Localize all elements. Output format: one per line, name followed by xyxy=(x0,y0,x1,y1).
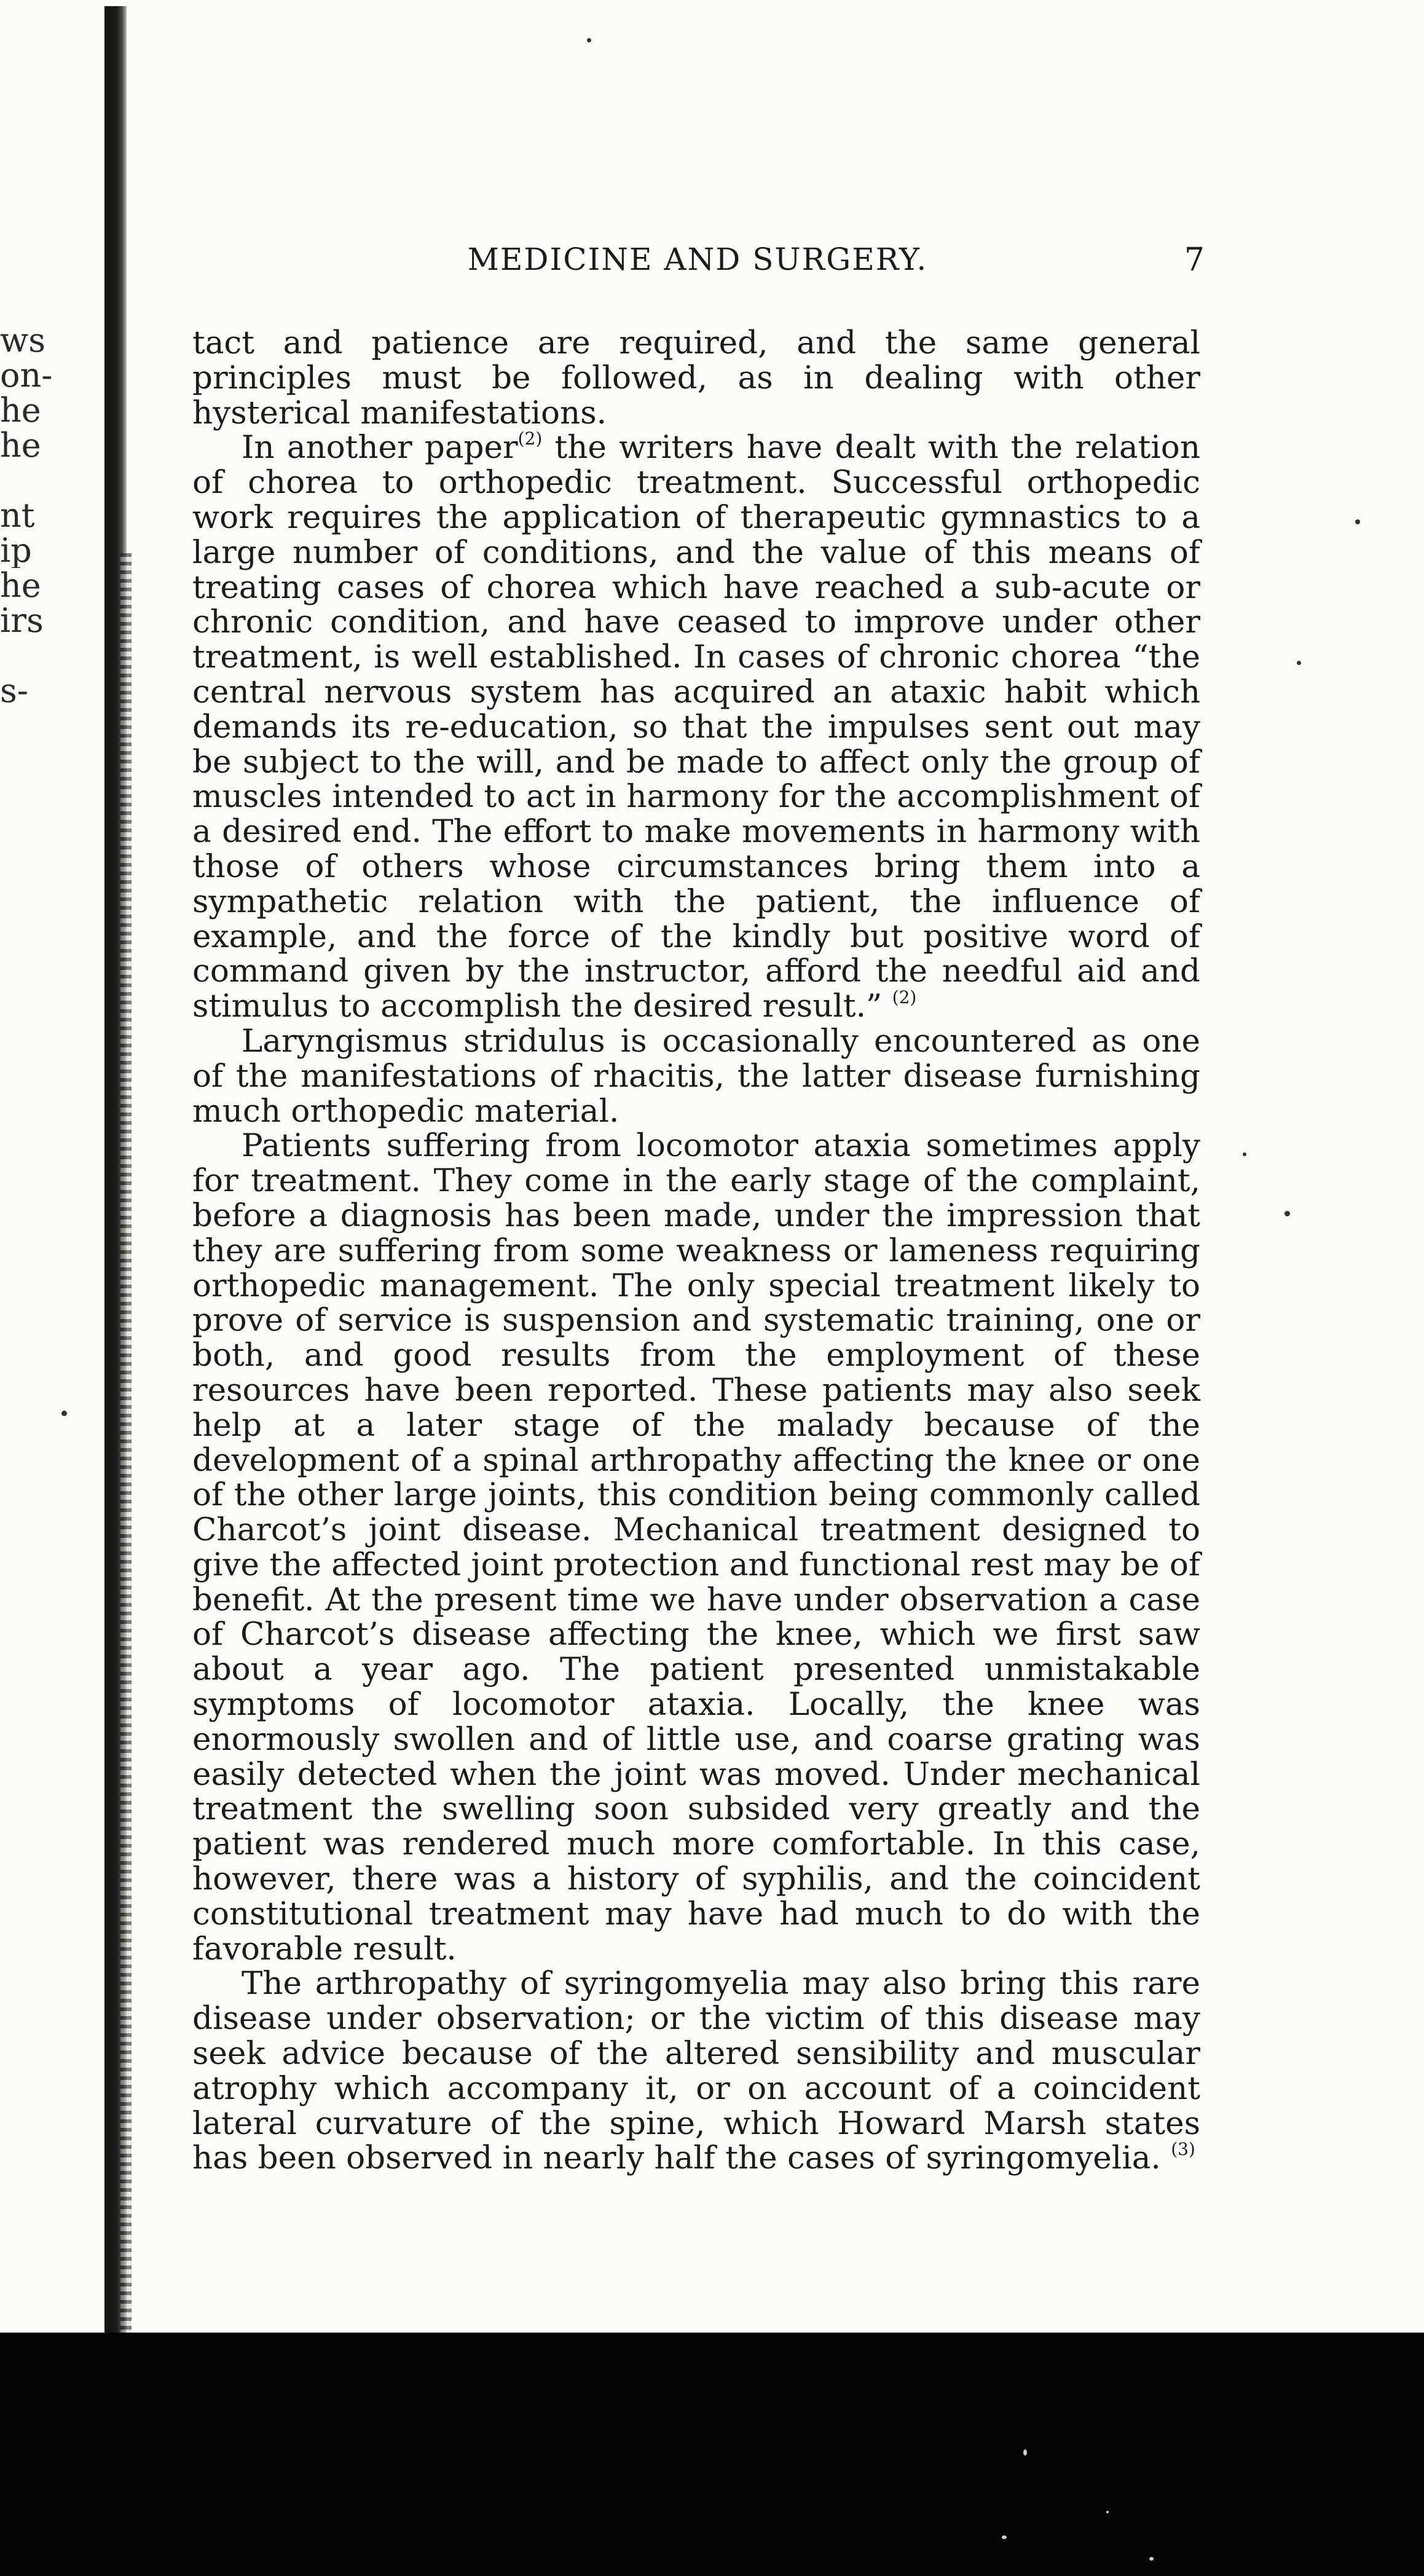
paragraph xyxy=(192,326,1200,430)
scan-speck xyxy=(1149,2557,1154,2561)
facing-fragment xyxy=(0,638,98,673)
facing-fragment: s- xyxy=(0,673,28,708)
reference-marker: (2) xyxy=(892,987,917,1008)
body-text xyxy=(192,326,1200,2176)
paragraph xyxy=(192,1966,1200,2176)
scanner-background xyxy=(0,2333,1424,2576)
facing-fragment: he xyxy=(0,428,41,463)
paragraph-text: tact and patience are required, and the same general principles must be followed, as in dealing with other hysterical manifestations. xyxy=(192,325,1200,431)
scan-speck xyxy=(1243,1152,1246,1156)
facing-fragment: nt xyxy=(0,498,35,533)
facing-fragment: he xyxy=(0,568,41,603)
paragraph xyxy=(192,430,1200,1024)
scan-speck xyxy=(61,1411,67,1416)
facing-fragment: on- xyxy=(0,358,53,393)
scan-speck xyxy=(1106,2511,1109,2513)
paragraph-text: the writers have dealt with the relation of chorea to orthopedic treatment. Successful orthopedic work requires the application of therapeutic gymnastics to a large number of conditions, and the value of this means of treating cases of chorea which have reached a sub-acute or chronic condition, and have ceased to improve under other treatment, is well established. In cases of chronic chorea “the central nervous system has acquired an ataxic habit which demands its re-education, so that the impulses sent out may be subject to the will, and be made to affect only the group of muscles intended to act in harmony for the accomplishment of a desired end. The effort to make movements in harmony with those of others whose circumstances bring them into a sympathetic relation with the patient, the influence of example, and the force of the kindly but positive word of command given by the instructor, afford the needful aid and stimulus to accomplish the desired result.” xyxy=(192,429,1200,1025)
scan-speck xyxy=(1355,519,1360,524)
paragraph-text: In another paper xyxy=(242,429,518,467)
facing-fragment xyxy=(0,463,98,498)
running-head: MEDICINE AND SURGERY. xyxy=(467,242,928,277)
paragraph-text: Patients suffering from locomotor ataxia sometimes apply for treatment. They come in the early stage of the complaint, before a diagnosis has been made, under the impression that they are suffering from some weakness or lameness requiring orthopedic management. The only special treatment likely to prove of service is suspension and systematic training, one or both, and good results from the employment of these resources have been reported. These patients may also seek help at a later stage of the malady because of the development of a spinal arthropathy affecting the knee or one of the other large joints, this condition being commonly called Charcot’s joint disease. Mechanical treatment designed to give the affected joint protection and functional rest may be of benefit. At the present time we have under observation a case of Charcot’s disease affecting the knee, which we first saw about a year ago. The patient presented unmistakable symptoms of locomotor ataxia. Locally, the knee was enormously swollen and of little use, and coarse grating was easily detected when the joint was moved. Under mechanical treatment the swelling soon subsided very greatly and the patient was rendered much more comfortable. In this case, however, there was a history of syphilis, and the coincident constitutional treatment may have had much to do with the favorable result. xyxy=(192,1127,1200,1967)
facing-fragment: ws xyxy=(0,323,45,358)
page-header xyxy=(191,242,1205,285)
scan-speck xyxy=(1297,661,1301,665)
page-number: 7 xyxy=(1184,242,1205,278)
paragraph xyxy=(192,1024,1200,1128)
facing-fragment: he xyxy=(0,393,41,428)
scan-speck xyxy=(1284,1211,1290,1216)
reference-marker: (2) xyxy=(517,428,543,449)
gutter-shadow xyxy=(120,553,132,2336)
facing-fragment: irs xyxy=(0,603,44,638)
paragraph xyxy=(192,1128,1200,1966)
facing-page-bleed xyxy=(0,323,98,708)
scan-speck xyxy=(587,38,591,42)
paragraph-text: Laryngismus stridulus is occasionally encountered as one of the manifestations of rhacitis, the latter disease furnishing much orthopedic material. xyxy=(192,1022,1200,1130)
paragraph-text: The arthropathy of syringomyelia may also bring this rare disease under observation; or the victim of this disease may seek advice because of the altered sensibility and muscular atrophy which accompany it, or on account of a coincident lateral curvature of the spine, which Howard Marsh states has been observed in nearly half the cases of syringomyelia. xyxy=(192,1965,1200,2177)
reference-marker: (3) xyxy=(1171,2139,1195,2160)
scan-speck xyxy=(1002,2535,1007,2539)
facing-fragment: ip xyxy=(0,533,32,568)
scan-speck xyxy=(1023,2449,1027,2456)
